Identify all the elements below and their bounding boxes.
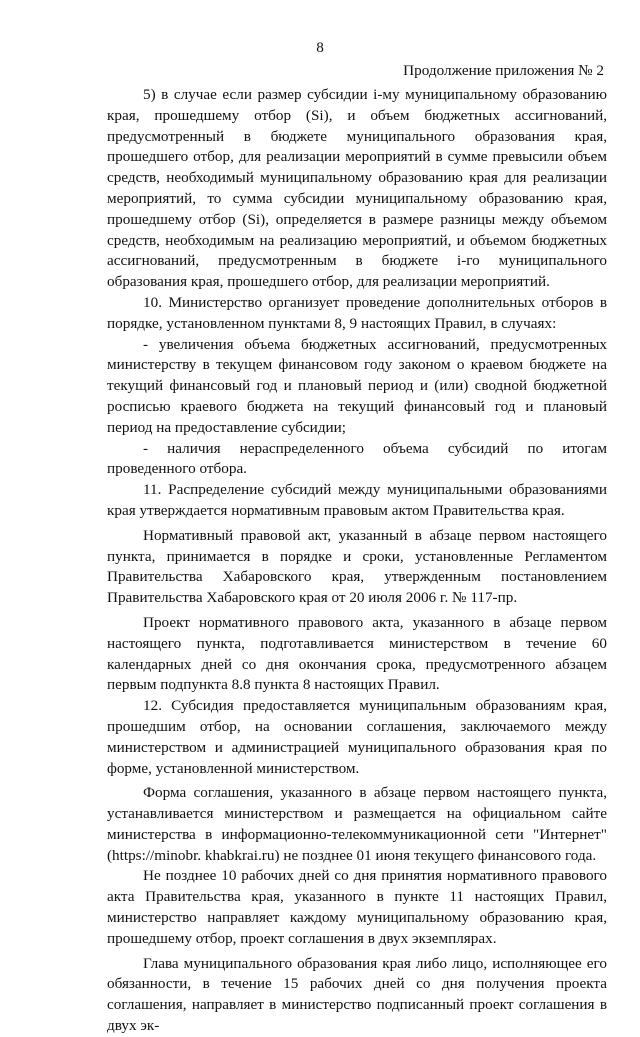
paragraph-5-subsidy-rule: 5) в случае если размер субсидии i-му муниципальному образованию края, прошедшему отбор (Si), и объем бюджетных ассигнований, предусмотренный в бюджете муниципального образования края, прошедшего отбор, для реализации мероприятий в сумме превысили объем средств, необходимый муниципальному образованию края для реализации мероприятий, то сумма субсидии муниципальному образованию края, прошедшему отбор (Si), определяется в размере разницы между объемом средств, необходимым на реализацию мероприятий, и объемом бюджетных ассигнований, предусмотренным в бюджете i-го муниципального образования края, прошедшего отбор, для реализации мероприятий. — [107, 86, 607, 291]
document-body — [107, 85, 607, 1037]
page-number: 8 — [316, 39, 324, 56]
paragraph-12-agreement-form: Форма соглашения, указанного в абзаце первом настоящего пункта, устанавливается министерством и размещается на официальном сайте министерства в информационно-телекоммуникационной сети "Интернет" (https://minobr. khabkrai.ru) не позднее 01 июня текущего финансового года. — [107, 784, 607, 864]
paragraph-10: 10. Министерство организует проведение дополнительных отборов в порядке, установленном пунктами 8, 9 настоящих Правил, в случаях: — [107, 293, 607, 332]
paragraph-11: 11. Распределение субсидий между муниципальными образованиями края утверждается нормативным правовым актом Правительства края. — [107, 481, 607, 519]
paragraph-12: 12. Субсидия предоставляется муниципальным образованиям края, прошедшим отбор, на основании соглашения, заключаемого между министерством и администрацией муниципального образования края по форме, установленной министерством. — [107, 697, 607, 777]
paragraph-12-agreement-draft: Не позднее 10 рабочих дней со дня принятия нормативного правового акта Правительства края, указанного в пункте 11 настоящих Правил, министерство направляет каждому муниципальному образованию края, прошедшему отбор, проект соглашения в двух экземплярах. — [107, 867, 607, 947]
list-item-budget-increase: - увеличения объема бюджетных ассигнований, предусмотренных министерству в текущем финансовом году законом о краевом бюджете на текущий финансовый год и плановый период и (или) сводной бюджетной росписью краевого бюджета на текущий финансовый год и плановый период на предоставление субсидии; — [107, 335, 607, 436]
appendix-header: Продолжение приложения № 2 — [403, 62, 604, 79]
paragraph-12-head-signature: Глава муниципального образования края либо лицо, исполняющее его обязанности, в течение 15 рабочих дней со дня получения проекта соглашения, направляет в министерство подписанный проект соглашения в двух эк- — [107, 954, 607, 1035]
paragraph-11-normative-act: Нормативный правовой акт, указанный в абзаце первом настоящего пункта, принимается в порядке и сроки, установленные Регламентом Правительства Хабаровского края, утвержденным постановлением Правительства Хабаровского края от 20 июля 2006 г. № 117-пр. — [107, 526, 607, 607]
list-item-unallocated-subsidies: - наличия нераспределенного объема субсидий по итогам проведенного отбора. — [107, 439, 607, 478]
paragraph-11-draft-act: Проект нормативного правового акта, указанного в абзаце первом настоящего пункта, подготавливается министерством в течение 60 календарных дней со дня окончания срока, предусмотренного абзацем первым подпункта 8.8 пункта 8 настоящих Правил. — [107, 613, 607, 694]
